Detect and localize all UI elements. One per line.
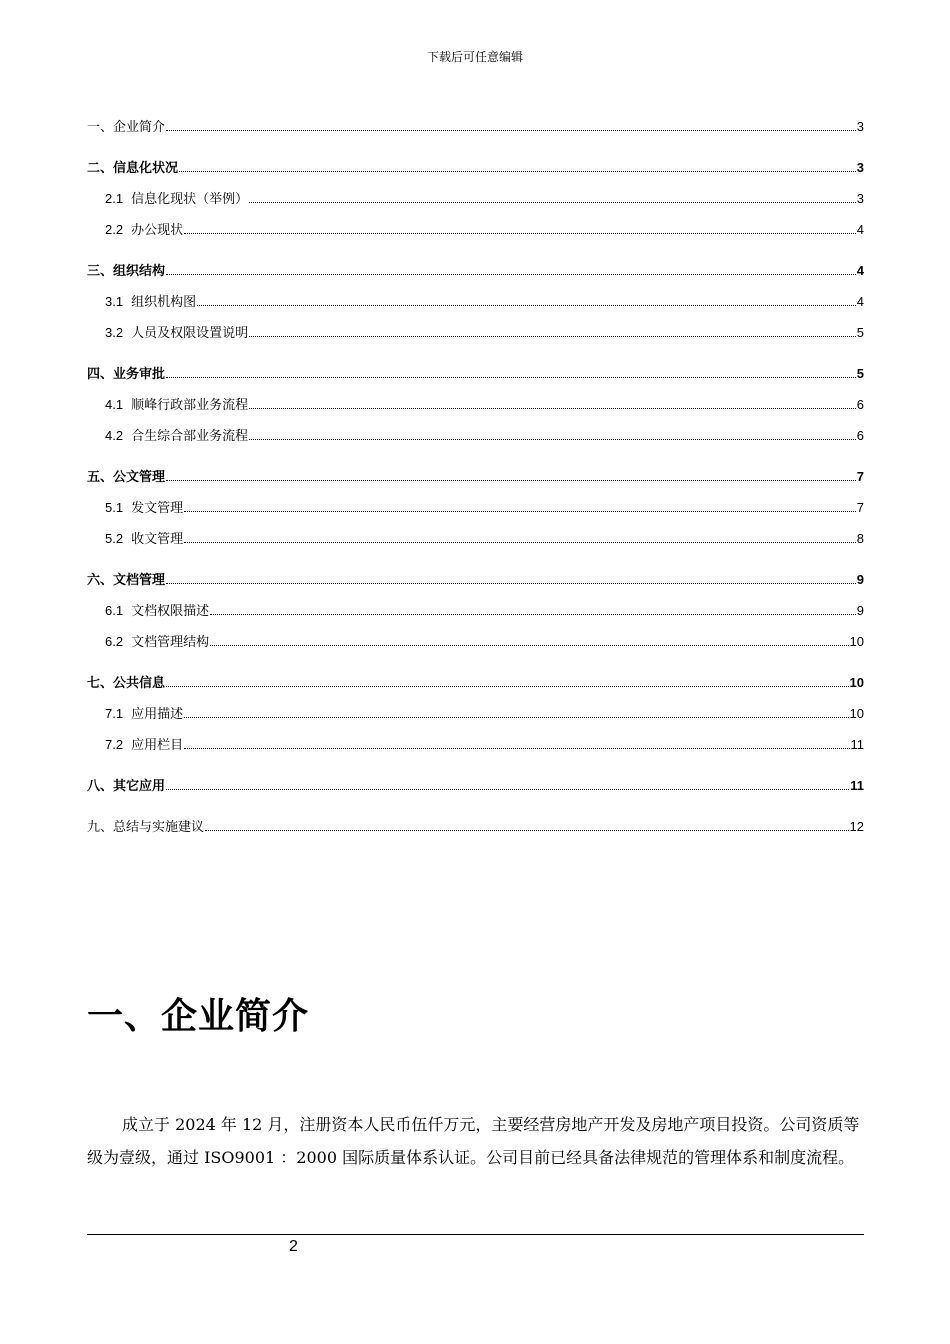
toc-subentry-number: 3.2 [105,325,124,340]
toc-entry[interactable] [87,118,864,137]
section-heading: 一、企业简介 [87,996,310,1037]
toc-leader-dots [249,336,856,337]
toc-entry-page: 12 [849,819,864,834]
toc-subentry-number: 7.1 [105,706,124,721]
toc-leader-dots [205,830,849,831]
toc-subentry-number: 5.2 [105,531,124,546]
toc-entry[interactable] [87,674,864,693]
toc-entry-page: 7 [856,469,864,484]
toc-entry-page: 9 [856,603,864,618]
toc-subentry-label: 文档权限描述 [131,604,210,619]
toc-entry-page: 4 [856,263,864,278]
toc-leader-dots [166,686,849,687]
toc-entry-page: 10 [849,675,864,690]
toc-leader-dots [249,202,856,203]
toc-subentry[interactable] [105,190,864,209]
toc-subentry[interactable] [105,633,864,652]
toc-subentry[interactable] [105,736,864,755]
toc-entry-page: 6 [856,428,864,443]
toc-subentry-label: 人员及权限设置说明 [131,326,249,341]
toc-entry-page: 6 [856,397,864,412]
toc-entry-label: 四、业务审批 [87,367,166,382]
toc-subentry[interactable] [105,602,864,621]
toc-entry-page: 5 [856,366,864,381]
footer-divider [87,1234,864,1235]
toc-subentry[interactable] [105,427,864,446]
toc-entry[interactable] [87,159,864,178]
toc-subentry-label: 应用栏目 [131,738,184,753]
toc-entry-label: 六、文档管理 [87,573,166,588]
toc-subentry-label: 顺峰行政部业务流程 [131,398,249,413]
toc-entry-page: 3 [856,119,864,134]
toc-entry[interactable] [87,818,864,837]
toc-entry[interactable] [87,571,864,590]
toc-subentry-label: 合生综合部业务流程 [131,429,249,444]
toc-subentry-number: 2.2 [105,222,124,237]
toc-entry-label: 八、其它应用 [87,779,166,794]
toc-subentry[interactable] [105,293,864,312]
toc-entry-label: 三、组织结构 [87,264,166,279]
toc-entry-page: 11 [850,737,864,752]
toc-entry-page: 11 [850,778,864,793]
page-number: 2 [289,1238,298,1255]
toc-subentry-number: 6.2 [105,634,124,649]
table-of-contents [87,118,864,837]
toc-entry-page: 7 [856,500,864,515]
toc-entry-page: 5 [856,325,864,340]
toc-entry-page: 10 [849,706,864,721]
toc-leader-dots [166,274,856,275]
toc-subentry-label: 文档管理结构 [131,635,210,650]
toc-leader-dots [249,408,856,409]
toc-subentry-number: 4.2 [105,428,124,443]
toc-entry-page: 9 [856,572,864,587]
toc-leader-dots [166,130,856,131]
toc-entry-page: 3 [856,191,864,206]
toc-leader-dots [166,480,856,481]
toc-subentry-label: 发文管理 [131,501,184,516]
toc-leader-dots [166,377,856,378]
toc-entry[interactable] [87,777,864,796]
toc-entry[interactable] [87,468,864,487]
toc-entry-label: 二、信息化状况 [87,161,179,176]
toc-subentry-number: 2.1 [105,191,124,206]
section-paragraph: 成立于 2024 年 12 月，注册资本人民币伍仟万元，主要经营房地产开发及房地产项目投资。公司资质等级为壹级，通过 ISO9001 ：2000 国际质量体系认证。公司目前已经具备法律规范的管理体系和制度流程。 [87,1115,860,1167]
toc-leader-dots [166,583,856,584]
toc-entry-label: 七、公共信息 [87,676,166,691]
page-header: 下载后可任意编辑 [426,50,523,64]
toc-subentry-number: 4.1 [105,397,124,412]
toc-subentry[interactable] [105,324,864,343]
toc-subentry-label: 组织机构图 [131,295,197,310]
toc-subentry-number: 7.2 [105,737,124,752]
toc-entry-page: 4 [856,222,864,237]
toc-subentry-label: 信息化现状（举例） [131,192,249,207]
toc-leader-dots [184,717,848,718]
toc-entry[interactable] [87,262,864,281]
toc-subentry-number: 5.1 [105,500,124,515]
toc-subentry-number: 3.1 [105,294,124,309]
toc-subentry[interactable] [105,396,864,415]
toc-subentry-label: 应用描述 [131,707,184,722]
toc-entry-label: 九、总结与实施建议 [87,820,205,835]
toc-subentry-label: 办公现状 [131,223,184,238]
toc-entry-page: 4 [856,294,864,309]
toc-entry-page: 10 [849,634,864,649]
toc-subentry[interactable] [105,499,864,518]
toc-leader-dots [166,789,849,790]
toc-leader-dots [184,511,856,512]
toc-entry[interactable] [87,365,864,384]
toc-leader-dots [210,614,856,615]
toc-leader-dots [197,305,856,306]
toc-entry-page: 3 [856,160,864,175]
toc-leader-dots [184,748,849,749]
toc-entry-label: 一、企业简介 [87,120,166,135]
toc-subentry[interactable] [105,530,864,549]
toc-leader-dots [210,645,848,646]
toc-entry-page: 8 [856,531,864,546]
toc-subentry-label: 收文管理 [131,532,184,547]
toc-subentry-number: 6.1 [105,603,124,618]
toc-leader-dots [184,233,856,234]
toc-subentry[interactable] [105,221,864,240]
toc-entry-label: 五、公文管理 [87,470,166,485]
toc-leader-dots [179,171,856,172]
toc-subentry[interactable] [105,705,864,724]
toc-leader-dots [249,439,856,440]
toc-leader-dots [184,542,856,543]
